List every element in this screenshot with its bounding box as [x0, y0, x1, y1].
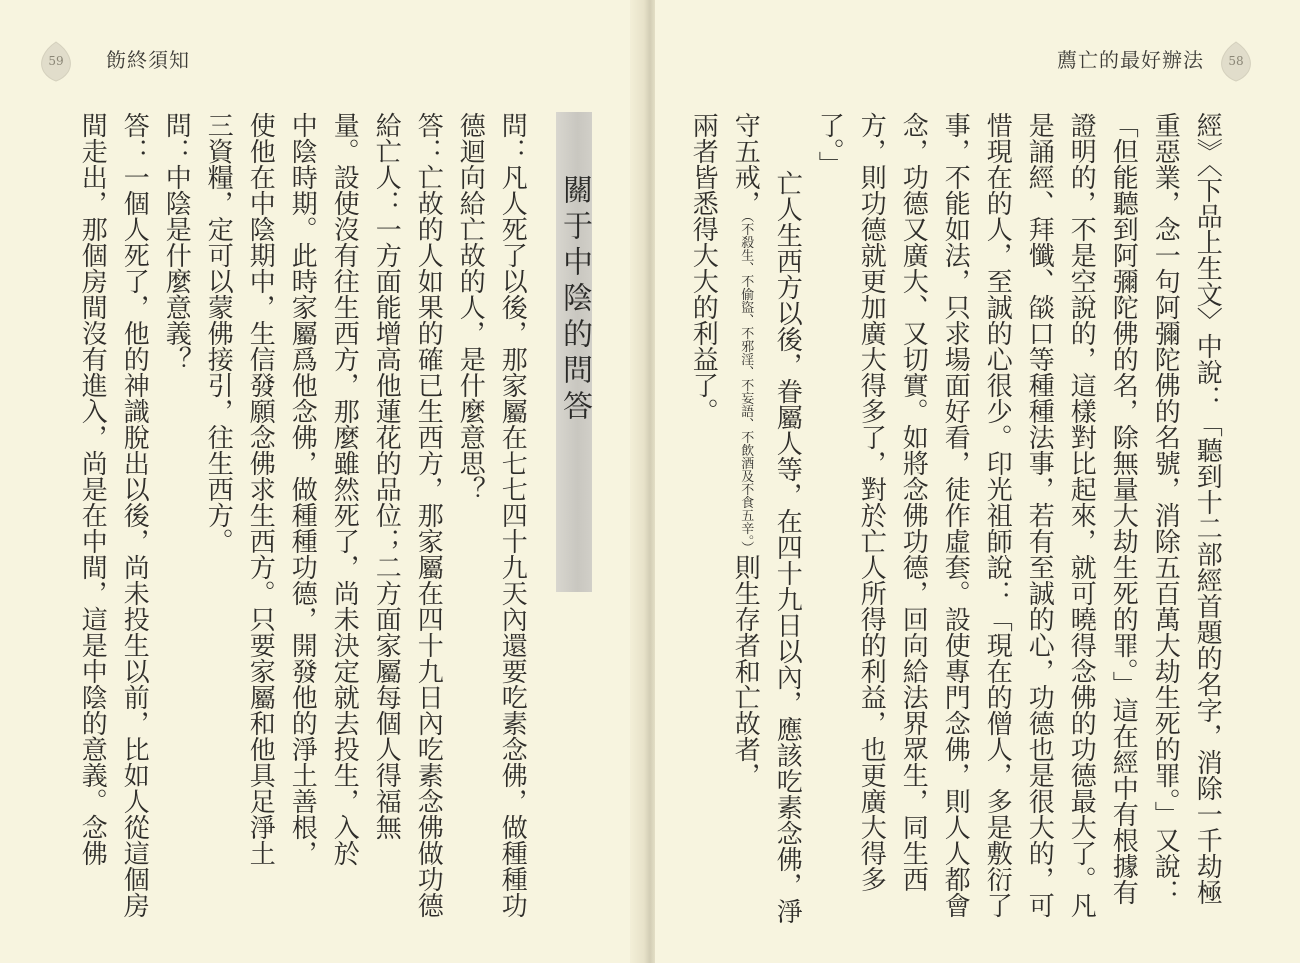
text-column: 問：凡人死了以後，那家屬在七七四十九天內還要吃素念佛，做種種功	[497, 112, 528, 918]
text-column: 中陰時期。此時家屬爲他念佛，做種種功德，開發他的淨土善根，	[287, 112, 318, 866]
text-column: 使他在中陰期中，生信發願念佛求生西方。只要家屬和他具足淨土	[245, 112, 276, 866]
text-column: 證明的，不是空說的，這樣對比起來，就可曉得念佛的功德最大了。凡	[1066, 112, 1097, 918]
section-title: 關于中陰的問答	[557, 174, 592, 426]
text-column: 事，不能如法，只求場面好看，徒作虛套。設使專門念佛，則人人都會	[940, 112, 971, 918]
text-column: 了。」	[814, 112, 845, 177]
text-column: 經》〈下品上生文〉中說：「聽到十二部經首題的名字，消除一千劫極	[1192, 112, 1223, 905]
text-column: 答：一個人死了，他的神識脫出以後，尚未投生以前，比如人從這個房	[119, 112, 150, 918]
left-page	[0, 0, 645, 963]
text-column: 三資糧，定可以蒙佛接引，往生西方。	[203, 112, 234, 554]
text-column: 量。設使沒有往生西方，那麼雖然死了，尚未決定就去投生，入於	[329, 112, 360, 866]
text-column: 德迴向給亡故的人，是什麼意思？	[455, 112, 486, 502]
text-column	[730, 112, 760, 788]
running-title: 飭終須知	[106, 48, 190, 72]
text-column: 答：亡故的人如果的確已生西方，那家屬在四十九日內吃素念佛做功德	[413, 112, 444, 918]
text-column: 兩者皆悉得大大的利益了。	[688, 112, 719, 424]
running-title: 薦亡的最好辦法	[1057, 48, 1204, 72]
text-column: 「但能聽到阿彌陀佛的名，除無量大劫生死的罪。」這在經中有根據有	[1108, 112, 1139, 905]
text-column: 間走出，那個房間沒有進入，尚是在中間，這是中陰的意義。念佛	[77, 112, 108, 866]
text-column: 念，功德又廣大、又切實。如將念佛功德，回向給法界眾生，同生西	[898, 112, 929, 892]
text-column: 亡人生西方以後，眷屬人等，在四十九日以內，應該吃素念佛，淨	[772, 170, 803, 924]
page-number: 58	[1228, 54, 1244, 68]
text-run: 則生存者和亡故者，	[730, 554, 761, 788]
text-column: 問：中陰是什麼意義？	[161, 112, 192, 372]
precept-note: （不殺生、不偷盜、不邪淫、不妄語、不飲酒及不食五辛。）	[738, 216, 754, 554]
page-number: 59	[48, 54, 64, 68]
text-column: 重惡業，念一句阿彌陀佛的名號，消除五百萬大劫生死的罪。」又說：	[1150, 112, 1181, 905]
right-page	[655, 0, 1300, 963]
text-column: 方，則功德就更加廣大得多了，對於亡人所得的利益，也更廣大得多	[856, 112, 887, 892]
text-column: 惜現在的人，至誠的心很少。印光祖師說：「現在的僧人，多是敷衍了	[982, 112, 1013, 918]
text-run: 守五戒，	[730, 112, 761, 216]
text-column: 給亡人：一方面能增高他蓮花的品位；二方面家屬每個人得福無	[371, 112, 402, 840]
text-column: 是誦經、拜懺、燄口等種種法事，若有至誠的心，功德也是很大的，可	[1024, 112, 1055, 918]
